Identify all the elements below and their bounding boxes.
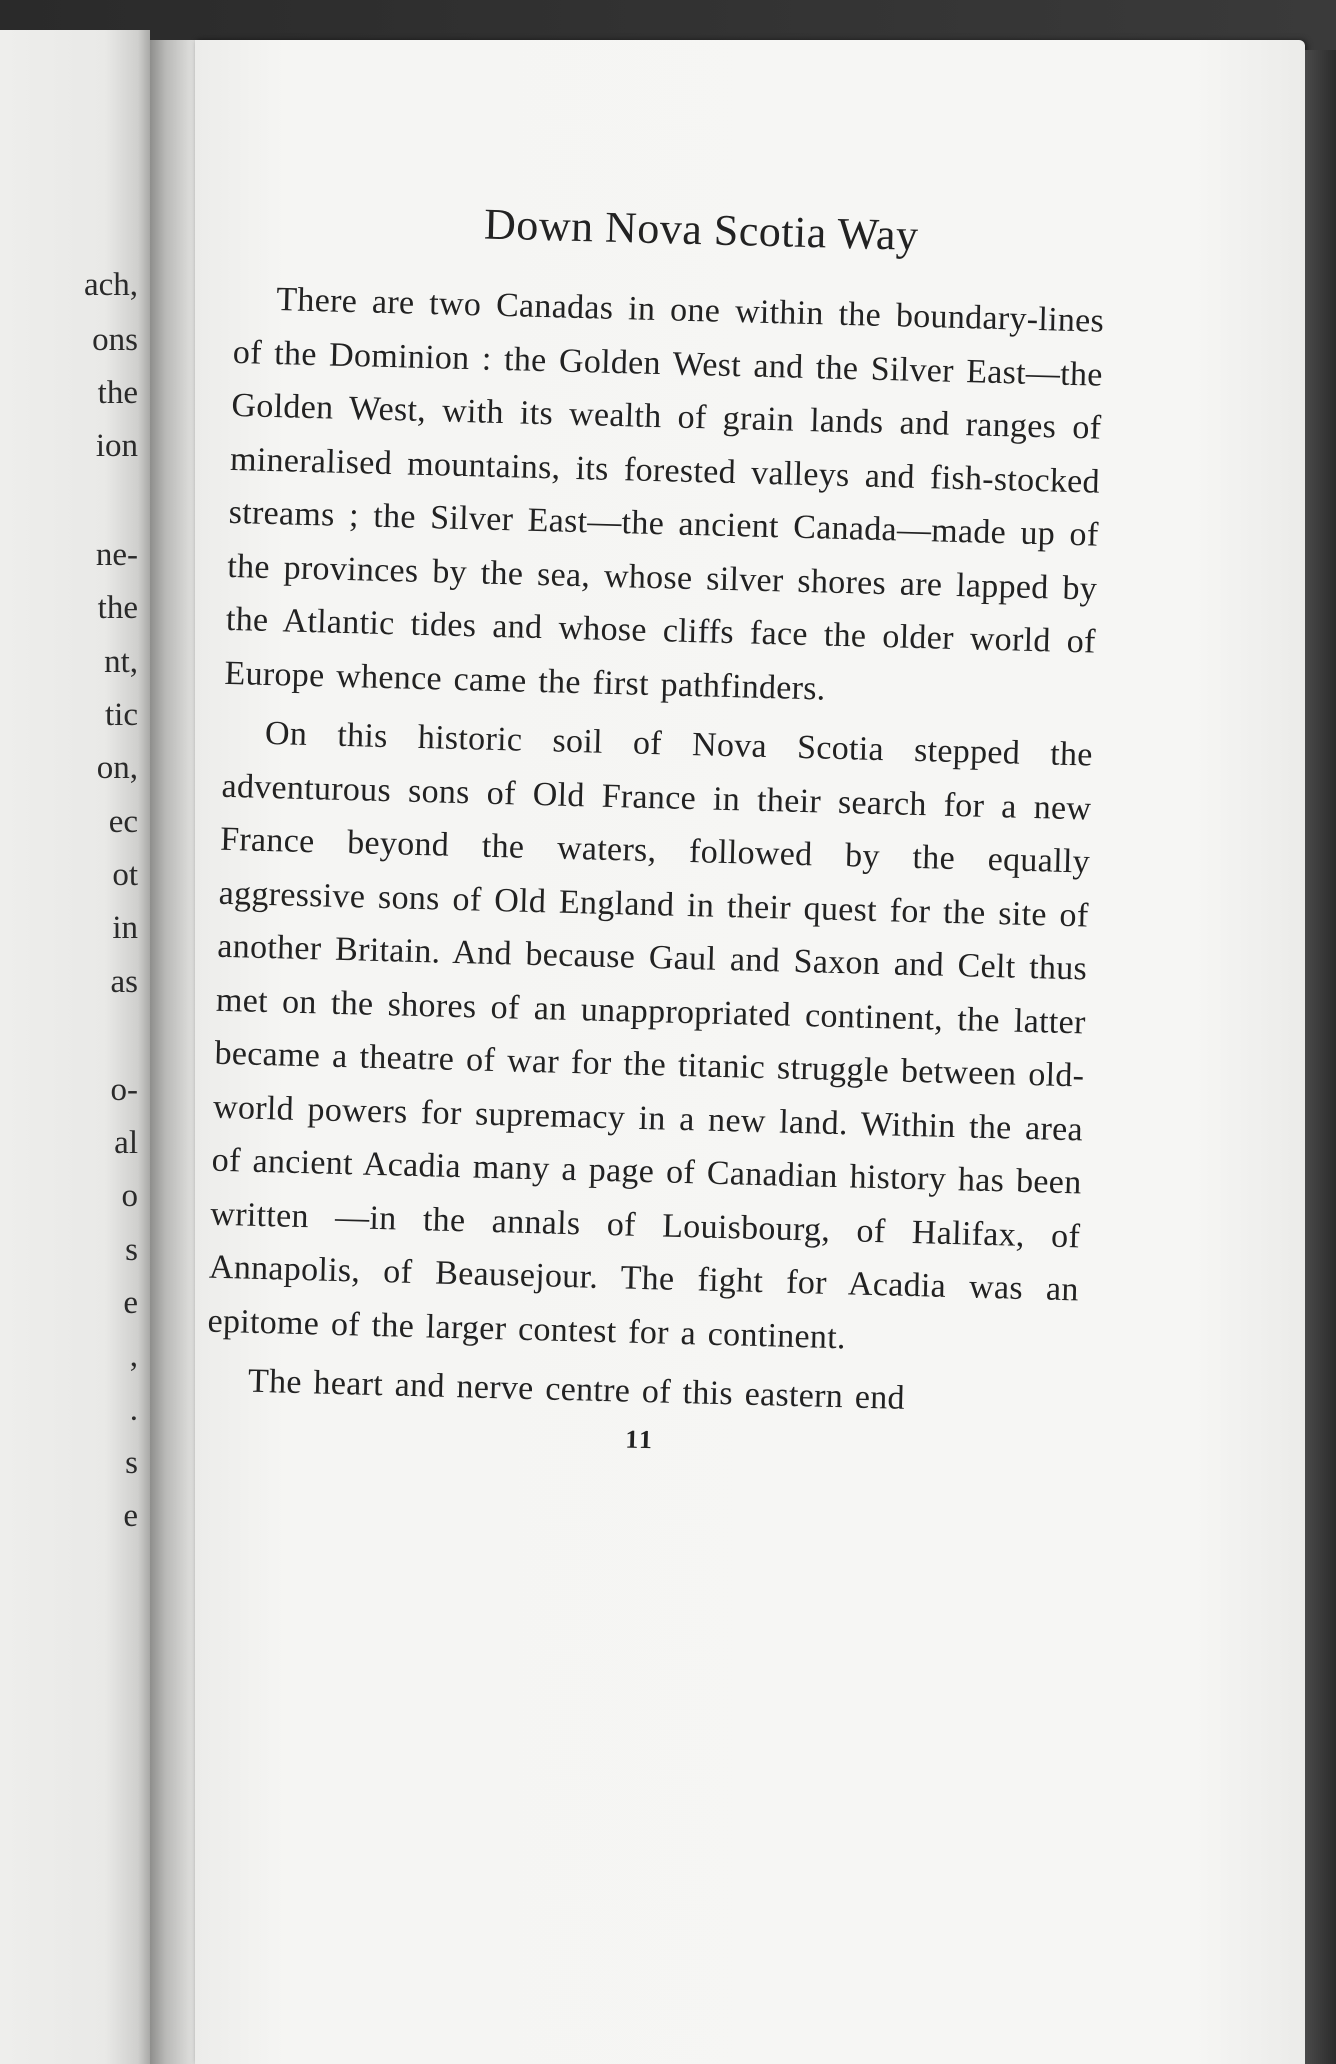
left-page-fragment: ec bbox=[108, 804, 138, 840]
left-page-fragment: ne- bbox=[95, 537, 138, 573]
book-gutter bbox=[150, 40, 195, 2064]
left-page-fragment: e bbox=[123, 1498, 138, 1534]
left-page-fragment: e bbox=[123, 1285, 138, 1321]
previous-page-edge bbox=[0, 30, 150, 2064]
left-page-fragment: ot bbox=[112, 857, 138, 893]
left-page-fragment: s bbox=[125, 1445, 138, 1481]
left-page-fragment: as bbox=[110, 964, 138, 1000]
left-page-fragment: nt, bbox=[104, 644, 138, 680]
left-page-fragment: , bbox=[129, 1338, 138, 1374]
left-page-fragment: ion bbox=[95, 428, 138, 464]
chapter-title: Down Nova Scotia Way bbox=[483, 199, 920, 260]
left-page-fragment: s bbox=[125, 1232, 138, 1268]
book-cover-edge bbox=[1305, 50, 1336, 2064]
left-page-fragment: in bbox=[112, 910, 138, 946]
left-page-fragment: the bbox=[97, 590, 138, 626]
page-text bbox=[204, 160, 1107, 1466]
left-page-fragment: on, bbox=[96, 750, 138, 786]
left-page-fragment: ach, bbox=[83, 267, 138, 303]
left-page-fragment: the bbox=[97, 375, 138, 411]
left-page-fragment: o- bbox=[110, 1072, 138, 1108]
paragraph: The heart and nerve centre of this eastern end bbox=[247, 1362, 906, 1417]
left-page-fragment: o bbox=[121, 1178, 138, 1214]
left-page-fragment: . bbox=[129, 1392, 138, 1428]
left-page-fragment: tic bbox=[105, 697, 138, 733]
paragraph: On this historic soil of Nova Scotia stepped the adventurous sons of Old France in their search for a new France beyond the waters, followed by the equally aggressive sons of Old England in their quest for the site of another Britain. And because Gaul and Saxon and Celt thus met on the shores of an unappropriated continent, the latter became a theatre of war for the titanic struggle between old-world powers for supremacy in a new land. Within the area of ancient Acadia many a page of Canadian history has been written —in the annals of Louisbourg, of Halifax, of Annapolis, of Beausejour. The fight for Acadia was an epitome of the larger contest for a continent. bbox=[207, 714, 1094, 1356]
paragraph: There are two Canadas in one within the boundary-lines of the Dominion : the Golden West and the Silver East—the Golden West, with its wealth of grain lands and ranges of mineralised mountains, its forested valleys and fish-stocked streams ; the Silver East—the ancient Canada—made up of the provinces by the sea, whose silver shores are lapped by the Atlantic tides and whose cliffs face the older world of Europe whence came the first pathfinders. bbox=[224, 281, 1105, 708]
page-number: 11 bbox=[624, 1424, 655, 1454]
left-page-fragment: al bbox=[114, 1125, 138, 1161]
left-page-fragment: ons bbox=[92, 322, 138, 358]
